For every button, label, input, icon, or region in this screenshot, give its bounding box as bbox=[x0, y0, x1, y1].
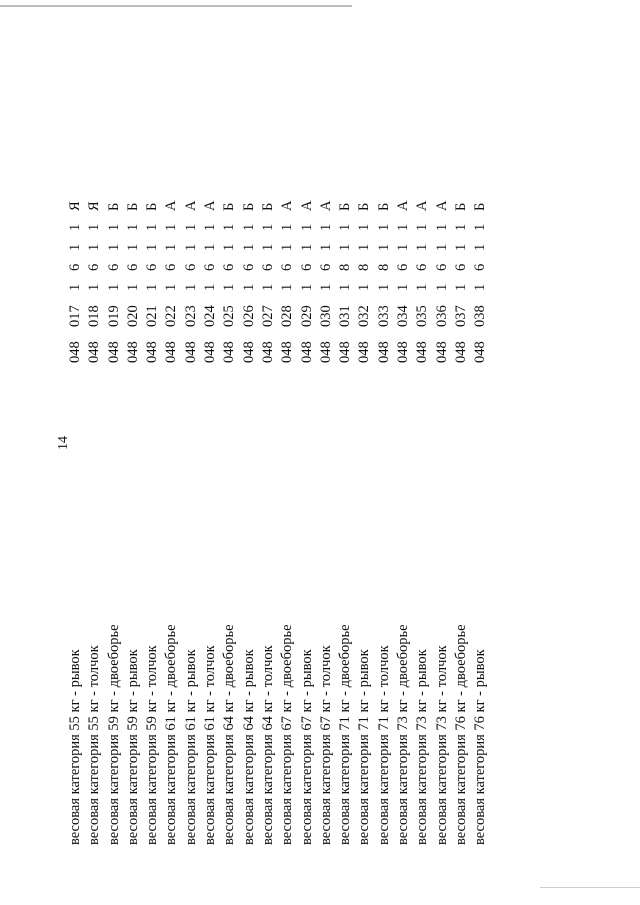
row-category-letter: Б bbox=[105, 202, 122, 211]
row-col-b: 6 bbox=[279, 263, 296, 271]
row-category-letter: Б bbox=[375, 202, 392, 211]
row-number: 034 bbox=[395, 305, 412, 327]
row-col-c: 1 bbox=[298, 243, 315, 251]
table-row bbox=[66, 135, 85, 845]
row-number: 037 bbox=[452, 305, 469, 327]
table-row bbox=[105, 135, 124, 845]
row-col-a: 1 bbox=[182, 283, 199, 291]
row-number: 027 bbox=[259, 305, 276, 327]
row-code: 048 bbox=[472, 341, 489, 363]
row-col-a: 1 bbox=[452, 283, 469, 291]
table-row bbox=[433, 135, 452, 845]
row-col-c: 1 bbox=[337, 243, 354, 251]
table-row bbox=[182, 135, 201, 845]
row-col-b: 6 bbox=[144, 263, 161, 271]
row-col-d: 1 bbox=[259, 223, 276, 231]
row-col-c: 1 bbox=[395, 243, 412, 251]
row-col-b: 6 bbox=[472, 263, 489, 271]
row-col-c: 1 bbox=[163, 243, 180, 251]
table-row bbox=[317, 135, 336, 845]
table-row bbox=[394, 135, 413, 845]
table-row bbox=[143, 135, 162, 845]
row-category-letter: Я bbox=[86, 201, 103, 211]
row-category-letter: А bbox=[182, 200, 199, 211]
row-col-b: 8 bbox=[337, 263, 354, 271]
row-category-letter: Б bbox=[337, 202, 354, 211]
row-code: 048 bbox=[163, 341, 180, 363]
row-code: 048 bbox=[240, 341, 257, 363]
table-row bbox=[278, 135, 297, 845]
row-description: весовая категория 61 кг - рывок bbox=[182, 649, 199, 845]
row-col-d: 1 bbox=[433, 223, 450, 231]
scan-edge-line-top bbox=[0, 5, 352, 7]
row-col-c: 1 bbox=[202, 243, 219, 251]
row-col-b: 6 bbox=[298, 263, 315, 271]
row-col-c: 1 bbox=[86, 243, 103, 251]
row-code: 048 bbox=[337, 341, 354, 363]
row-col-c: 1 bbox=[317, 243, 334, 251]
row-col-c: 1 bbox=[356, 243, 373, 251]
row-col-b: 6 bbox=[67, 263, 83, 271]
row-col-c: 1 bbox=[124, 243, 141, 251]
row-code: 048 bbox=[433, 341, 450, 363]
row-code: 048 bbox=[86, 341, 103, 363]
row-code: 048 bbox=[279, 341, 296, 363]
row-number: 031 bbox=[337, 305, 354, 327]
row-col-b: 6 bbox=[259, 263, 276, 271]
row-col-b: 6 bbox=[395, 263, 412, 271]
row-category-letter: Б bbox=[144, 202, 161, 211]
row-code: 048 bbox=[298, 341, 315, 363]
row-code: 048 bbox=[67, 341, 83, 363]
row-col-b: 6 bbox=[221, 263, 238, 271]
row-number: 024 bbox=[202, 305, 219, 327]
row-col-c: 1 bbox=[259, 243, 276, 251]
row-description: весовая категория 76 кг - двоеборье bbox=[452, 624, 469, 845]
row-number: 033 bbox=[375, 305, 392, 327]
row-category-letter: Б bbox=[221, 202, 238, 211]
row-description: весовая категория 71 кг - двоеборье bbox=[337, 624, 354, 845]
table-row bbox=[452, 135, 471, 845]
row-code: 048 bbox=[202, 341, 219, 363]
row-col-b: 8 bbox=[375, 263, 392, 271]
row-number: 018 bbox=[86, 305, 103, 327]
row-code: 048 bbox=[395, 341, 412, 363]
row-number: 029 bbox=[298, 305, 315, 327]
row-col-d: 1 bbox=[414, 223, 431, 231]
row-code: 048 bbox=[259, 341, 276, 363]
row-col-a: 1 bbox=[472, 283, 489, 291]
row-category-letter: Я bbox=[67, 201, 83, 211]
row-col-d: 1 bbox=[375, 223, 392, 231]
row-number: 026 bbox=[240, 305, 257, 327]
row-col-d: 1 bbox=[163, 223, 180, 231]
row-col-b: 6 bbox=[86, 263, 103, 271]
row-col-d: 1 bbox=[337, 223, 354, 231]
row-category-letter: Б bbox=[472, 202, 489, 211]
row-description: весовая категория 67 кг - двоеборье bbox=[279, 624, 296, 845]
row-col-a: 1 bbox=[279, 283, 296, 291]
row-description: весовая категория 73 кг - двоеборье bbox=[395, 624, 412, 845]
row-category-letter: А bbox=[317, 200, 334, 211]
row-col-c: 1 bbox=[240, 243, 257, 251]
row-description: весовая категория 59 кг - рывок bbox=[124, 649, 141, 845]
row-col-b: 6 bbox=[452, 263, 469, 271]
table-row bbox=[85, 135, 104, 845]
row-col-a: 1 bbox=[202, 283, 219, 291]
row-col-d: 1 bbox=[105, 223, 122, 231]
row-col-c: 1 bbox=[414, 243, 431, 251]
row-description: весовая категория 64 кг - двоеборье bbox=[221, 624, 238, 845]
row-category-letter: Б bbox=[356, 202, 373, 211]
weight-category-table bbox=[66, 135, 491, 845]
row-col-a: 1 bbox=[337, 283, 354, 291]
row-col-a: 1 bbox=[86, 283, 103, 291]
scan-edge-line-bottom bbox=[540, 887, 640, 888]
row-description: весовая категория 67 кг - толчок bbox=[317, 645, 334, 845]
row-description: весовая категория 71 кг - толчок bbox=[375, 645, 392, 845]
row-col-d: 1 bbox=[67, 223, 83, 231]
row-col-a: 1 bbox=[395, 283, 412, 291]
row-col-d: 1 bbox=[279, 223, 296, 231]
row-number: 023 bbox=[182, 305, 199, 327]
row-code: 048 bbox=[317, 341, 334, 363]
row-category-letter: Б bbox=[259, 202, 276, 211]
row-col-d: 1 bbox=[221, 223, 238, 231]
row-code: 048 bbox=[124, 341, 141, 363]
row-col-b: 8 bbox=[356, 263, 373, 271]
table-row bbox=[240, 135, 259, 845]
row-code: 048 bbox=[105, 341, 122, 363]
row-col-c: 1 bbox=[67, 243, 83, 251]
row-col-a: 1 bbox=[356, 283, 373, 291]
row-category-letter: Б bbox=[452, 202, 469, 211]
table-row bbox=[336, 135, 355, 845]
page-number: 14 bbox=[56, 436, 71, 450]
table-row bbox=[201, 135, 220, 845]
table-row bbox=[413, 135, 432, 845]
table-row bbox=[162, 135, 181, 845]
row-col-c: 1 bbox=[182, 243, 199, 251]
row-number: 036 bbox=[433, 305, 450, 327]
row-number: 038 bbox=[472, 305, 489, 327]
row-number: 035 bbox=[414, 305, 431, 327]
row-col-a: 1 bbox=[414, 283, 431, 291]
row-category-letter: Б bbox=[124, 202, 141, 211]
row-code: 048 bbox=[452, 341, 469, 363]
row-number: 032 bbox=[356, 305, 373, 327]
row-description: весовая категория 64 кг - рывок bbox=[240, 649, 257, 845]
row-col-b: 6 bbox=[182, 263, 199, 271]
row-col-b: 6 bbox=[240, 263, 257, 271]
row-number: 025 bbox=[221, 305, 238, 327]
table-row bbox=[259, 135, 278, 845]
row-col-a: 1 bbox=[317, 283, 334, 291]
row-category-letter: А bbox=[163, 200, 180, 211]
row-description: весовая категория 64 кг - толчок bbox=[259, 645, 276, 845]
row-col-a: 1 bbox=[375, 283, 392, 291]
row-description: весовая категория 61 кг - двоеборье bbox=[163, 624, 180, 845]
row-col-a: 1 bbox=[163, 283, 180, 291]
row-col-a: 1 bbox=[105, 283, 122, 291]
row-description: весовая категория 67 кг - рывок bbox=[298, 649, 315, 845]
row-col-b: 6 bbox=[163, 263, 180, 271]
row-col-a: 1 bbox=[67, 283, 83, 291]
row-col-c: 1 bbox=[105, 243, 122, 251]
row-col-d: 1 bbox=[472, 223, 489, 231]
row-col-d: 1 bbox=[356, 223, 373, 231]
row-category-letter: А bbox=[298, 200, 315, 211]
row-col-d: 1 bbox=[395, 223, 412, 231]
row-col-d: 1 bbox=[240, 223, 257, 231]
table-row bbox=[471, 135, 490, 845]
row-col-c: 1 bbox=[144, 243, 161, 251]
row-category-letter: А bbox=[395, 200, 412, 211]
row-col-d: 1 bbox=[452, 223, 469, 231]
row-code: 048 bbox=[414, 341, 431, 363]
row-description: весовая категория 73 кг - рывок bbox=[414, 649, 431, 845]
row-description: весовая категория 59 кг - толчок bbox=[144, 645, 161, 845]
row-number: 022 bbox=[163, 305, 180, 327]
row-number: 020 bbox=[124, 305, 141, 327]
table-row bbox=[220, 135, 239, 845]
row-description: весовая категория 73 кг - толчок bbox=[433, 645, 450, 845]
row-number: 028 bbox=[279, 305, 296, 327]
row-col-c: 1 bbox=[433, 243, 450, 251]
row-col-b: 6 bbox=[414, 263, 431, 271]
row-category-letter: А bbox=[414, 200, 431, 211]
row-code: 048 bbox=[182, 341, 199, 363]
row-col-b: 6 bbox=[317, 263, 334, 271]
row-col-c: 1 bbox=[375, 243, 392, 251]
row-category-letter: А bbox=[202, 200, 219, 211]
row-description: весовая категория 55 кг - толчок bbox=[86, 645, 103, 845]
row-col-c: 1 bbox=[279, 243, 296, 251]
row-col-b: 6 bbox=[202, 263, 219, 271]
row-category-letter: Б bbox=[240, 202, 257, 211]
row-col-a: 1 bbox=[221, 283, 238, 291]
row-category-letter: А bbox=[433, 200, 450, 211]
row-col-a: 1 bbox=[124, 283, 141, 291]
table-row bbox=[375, 135, 394, 845]
row-col-a: 1 bbox=[144, 283, 161, 291]
row-col-d: 1 bbox=[317, 223, 334, 231]
row-description: весовая категория 76 кг - рывок bbox=[472, 649, 489, 845]
row-code: 048 bbox=[144, 341, 161, 363]
row-col-a: 1 bbox=[433, 283, 450, 291]
row-col-d: 1 bbox=[202, 223, 219, 231]
row-col-c: 1 bbox=[221, 243, 238, 251]
row-col-c: 1 bbox=[472, 243, 489, 251]
row-number: 017 bbox=[67, 305, 83, 327]
table-row bbox=[298, 135, 317, 845]
row-col-a: 1 bbox=[259, 283, 276, 291]
row-description: весовая категория 59 кг - двоеборье bbox=[105, 624, 122, 845]
row-description: весовая категория 71 кг - рывок bbox=[356, 649, 373, 845]
row-number: 019 bbox=[105, 305, 122, 327]
row-code: 048 bbox=[221, 341, 238, 363]
row-col-d: 1 bbox=[86, 223, 103, 231]
row-number: 021 bbox=[144, 305, 161, 327]
row-col-a: 1 bbox=[240, 283, 257, 291]
table-row bbox=[355, 135, 374, 845]
row-col-c: 1 bbox=[452, 243, 469, 251]
row-col-b: 6 bbox=[105, 263, 122, 271]
table-row bbox=[124, 135, 143, 845]
row-col-b: 6 bbox=[433, 263, 450, 271]
row-col-a: 1 bbox=[298, 283, 315, 291]
row-col-d: 1 bbox=[124, 223, 141, 231]
row-col-d: 1 bbox=[298, 223, 315, 231]
row-category-letter: А bbox=[279, 200, 296, 211]
row-description: весовая категория 61 кг - толчок bbox=[202, 645, 219, 845]
row-code: 048 bbox=[375, 341, 392, 363]
row-col-b: 6 bbox=[124, 263, 141, 271]
row-number: 030 bbox=[317, 305, 334, 327]
row-description: весовая категория 55 кг - рывок bbox=[67, 649, 83, 845]
row-col-d: 1 bbox=[182, 223, 199, 231]
row-col-d: 1 bbox=[144, 223, 161, 231]
row-code: 048 bbox=[356, 341, 373, 363]
